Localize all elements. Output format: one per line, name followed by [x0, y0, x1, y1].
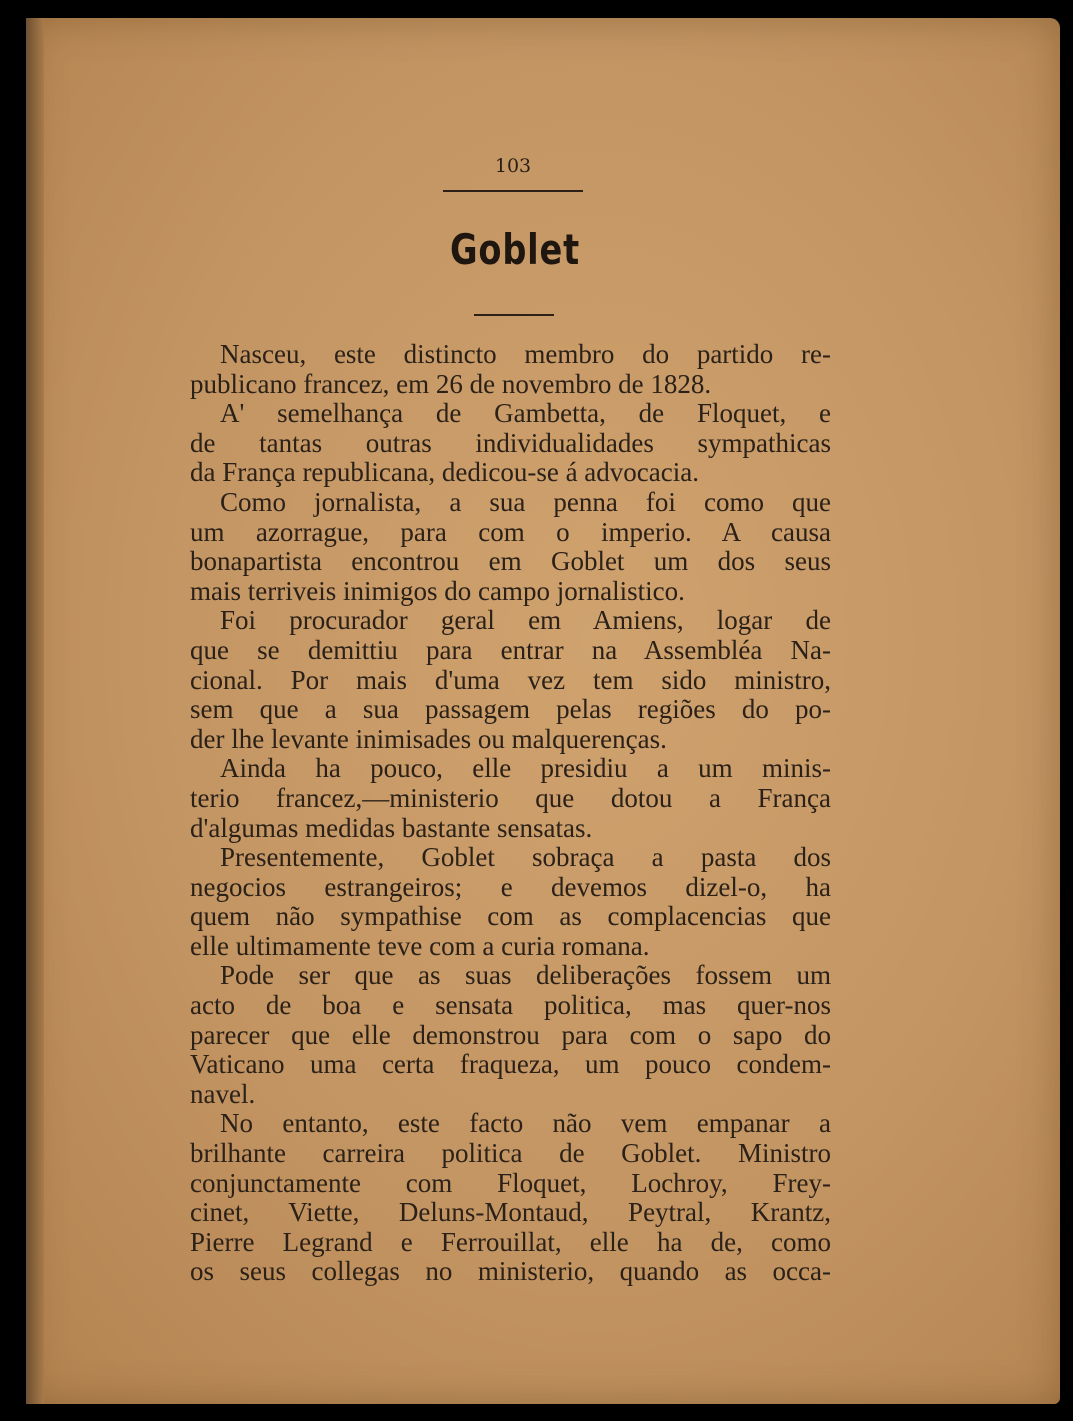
text-line: que se demittiu para entrar na Assembléa Na-: [190, 634, 831, 665]
text-line: cional. Por mais d'uma vez tem sido ministro,: [190, 664, 831, 695]
text-line: navel.: [190, 1078, 256, 1109]
text-line: d'algumas medidas bastante sensatas.: [190, 812, 593, 843]
body-text: [190, 340, 831, 1287]
text-line: Presentemente, Goblet sobraça a pasta dos: [220, 842, 831, 873]
text-line: Foi procurador geral em Amiens, logar de: [220, 605, 831, 636]
chapter-title: Goblet: [450, 225, 580, 274]
text-line: Pierre Legrand e Ferrouillat, elle ha de, como: [190, 1226, 831, 1257]
text-line: os seus collegas no ministerio, quando as occa-: [190, 1256, 831, 1287]
text-line: um azorrague, para com o imperio. A causa: [190, 516, 831, 547]
text-line: quem não sympathise com as complacencias que: [190, 901, 831, 932]
page-number: 103: [494, 155, 532, 177]
text-line: No entanto, este facto não vem empanar a: [220, 1108, 831, 1139]
text-line: brilhante carreira politica de Goblet. Ministro: [190, 1138, 831, 1169]
text-line: da França republicana, dedicou-se á advocacia.: [190, 457, 699, 488]
text-line: elle ultimamente teve com a curia romana.: [190, 930, 650, 961]
text-line: A' semelhança de Gambetta, de Floquet, e: [220, 398, 831, 429]
text-line: de tantas outras individualidades sympathicas: [190, 427, 831, 458]
text-line: negocios estrangeiros; e devemos dizel-o, ha: [190, 871, 831, 902]
text-line: parecer que elle demonstrou para com o sapo do: [190, 1019, 831, 1050]
text-line: Pode ser que as suas deliberações fossem um: [220, 960, 831, 991]
title-rule: [474, 314, 554, 316]
text-line: publicano francez, em 26 de novembro de 1828.: [190, 368, 712, 399]
text-line: Como jornalista, a sua penna foi como que: [220, 486, 831, 517]
book-spine: [26, 18, 44, 1404]
text-line: der lhe levante inimisades ou malquerenças.: [190, 723, 667, 754]
text-line: acto de boa e sensata politica, mas quer-nos: [190, 990, 831, 1021]
header-rule: [443, 190, 583, 192]
text-line: Vaticano uma certa fraqueza, um pouco condem-: [190, 1049, 831, 1080]
text-line: terio francez,—ministerio que dotou a França: [190, 782, 831, 813]
text-line: mais terriveis inimigos do campo jornalistico.: [190, 575, 685, 606]
text-line: Nasceu, este distincto membro do partido re-: [220, 339, 831, 369]
text-line: Ainda ha pouco, elle presidiu a um minis-: [220, 753, 831, 784]
text-line: cinet, Viette, Deluns-Montaud, Peytral, Krantz,: [190, 1197, 831, 1228]
text-line: sem que a sua passagem pelas regiões do po-: [190, 694, 831, 725]
text-line: conjunctamente com Floquet, Lochroy, Frey-: [190, 1167, 831, 1198]
text-line: bonapartista encontrou em Goblet um dos seus: [190, 546, 831, 577]
